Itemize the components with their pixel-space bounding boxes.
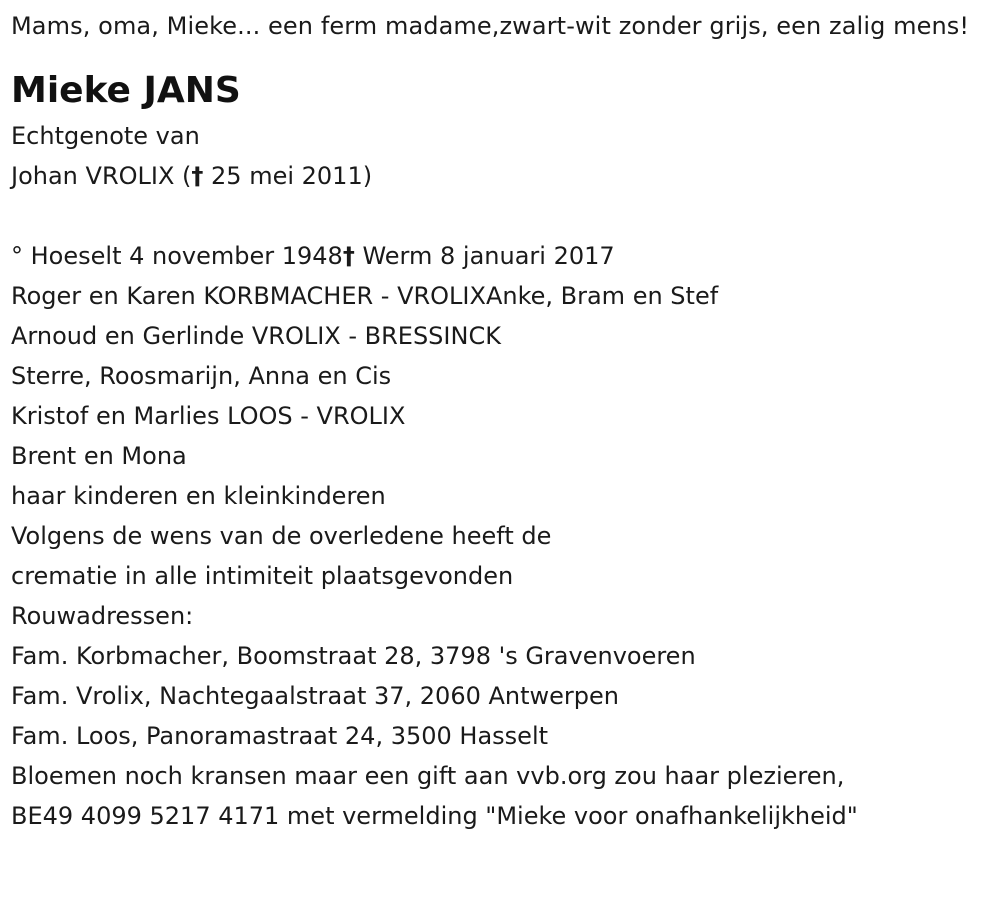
death-info: Werm 8 januari 2017 [354,242,615,270]
spouse-label: Echtgenote van [11,122,200,150]
family-line: Arnoud en Gerlinde VROLIX - BRESSINCK [11,322,501,350]
deceased-name: Mieke JANS [11,70,241,111]
spouse-name-line [11,156,991,196]
family-line: Sterre, Roosmarijn, Anna en Cis [11,362,392,390]
birth-info: ° Hoeselt 4 november 1948 [11,242,343,270]
family-summary: haar kinderen en kleinkinderen [11,482,386,510]
notice-text: Volgens de wens van de overledene heeft de [11,522,552,550]
address-line: Fam. Vrolix, Nachtegaalstraat 37, 2060 Antwerpen [11,682,619,710]
family-line: Kristof en Marlies LOOS - VROLIX [11,402,406,430]
spouse-death-date: 25 mei 2011) [203,162,373,190]
spouse-name: Johan VROLIX ( [11,162,192,190]
family-line: Brent en Mona [11,442,187,470]
addresses-heading: Rouwadressen: [11,602,194,630]
bank-account-text: BE49 4099 5217 4171 met vermelding "Mieke voor onafhankelijkheid" [11,802,858,830]
address-line: Fam. Korbmacher, Boomstraat 28, 3798 's Gravenvoeren [11,642,696,670]
obituary-document [11,6,991,836]
cross-icon: † [342,242,355,270]
spacer [11,196,991,236]
cross-icon: † [191,162,204,190]
birth-death-line [11,236,991,276]
intro-text: Mams, oma, Mieke... een ferm madame,zwart-wit zonder grijs, een zalig mens! [11,12,970,40]
address-line: Fam. Loos, Panoramastraat 24, 3500 Hasselt [11,722,549,750]
family-line: Roger en Karen KORBMACHER - VROLIXAnke, Bram en Stef [11,282,719,310]
notice-text: crematie in alle intimiteit plaatsgevonden [11,562,514,590]
donation-text: Bloemen noch kransen maar een gift aan vvb.org zou haar plezieren, [11,762,845,790]
